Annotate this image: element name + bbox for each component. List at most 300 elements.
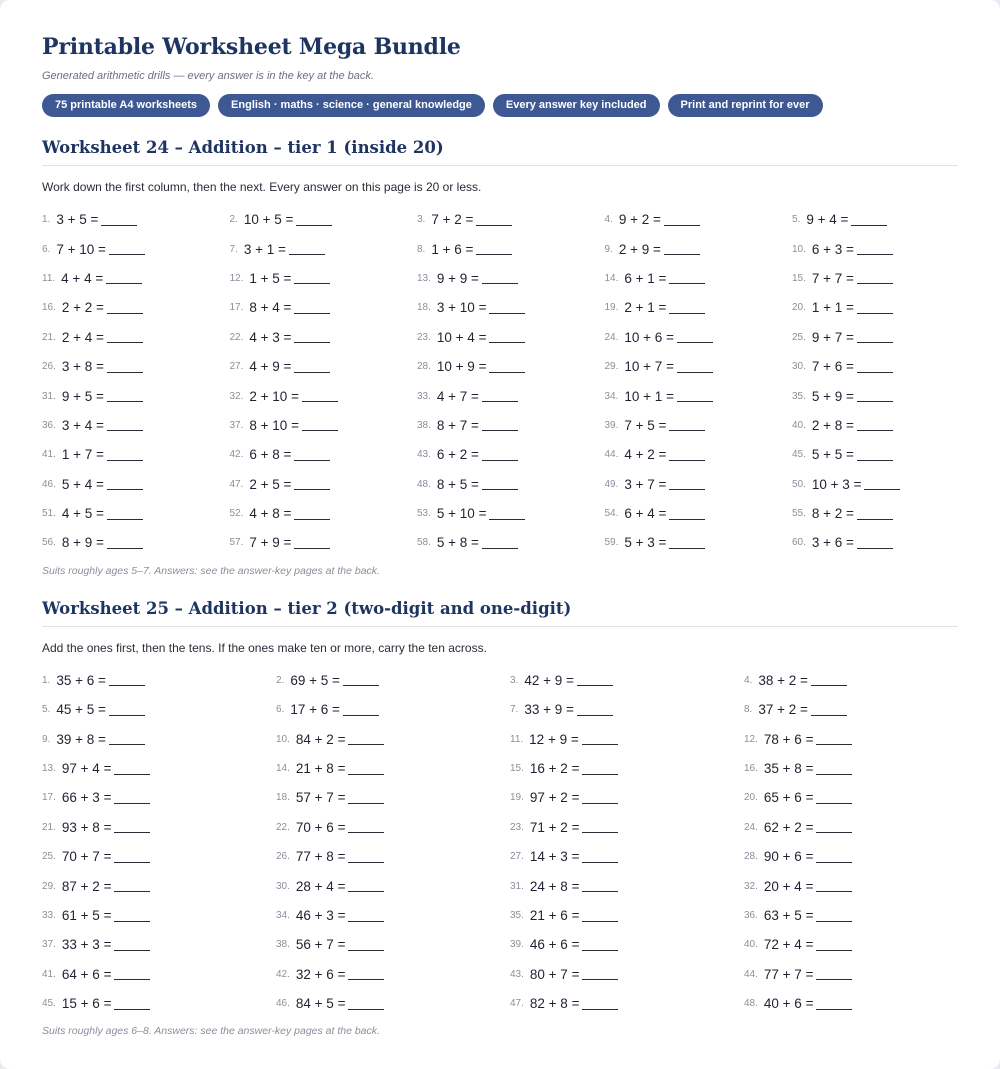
answer-blank <box>677 390 713 402</box>
problem-item <box>417 440 605 469</box>
problem-item <box>744 695 978 724</box>
problem-expression: 9 + 2 = <box>618 212 661 228</box>
problem-number: 41. <box>42 968 56 980</box>
problem-item <box>605 264 793 293</box>
problem-expression: 93 + 8 = <box>61 819 112 835</box>
tag-reprint: Print and reprint for ever <box>668 94 823 117</box>
problem-number: 27. <box>510 851 524 863</box>
problem-item <box>276 666 510 695</box>
answer-blank <box>294 478 330 490</box>
problem-item <box>510 695 744 724</box>
problem-expression: 28 + 4 = <box>295 878 346 894</box>
problem-number: 33. <box>42 910 56 921</box>
answer-blank <box>816 792 852 804</box>
problem-number: 7. <box>229 243 238 255</box>
problem-item <box>510 754 744 783</box>
worksheet-24 <box>42 137 958 578</box>
problem-expression: 7 + 6 = <box>811 359 854 375</box>
page-title: Printable Worksheet Mega Bundle <box>42 34 461 60</box>
problem-item <box>744 783 978 812</box>
problem-item <box>42 989 276 1018</box>
problem-item <box>417 528 605 557</box>
problem-number: 44. <box>744 968 758 980</box>
problem-item <box>792 352 980 381</box>
problem-number: 35. <box>792 390 806 402</box>
problem-item <box>510 989 744 1018</box>
answer-blank <box>857 390 893 402</box>
problem-item <box>792 470 980 499</box>
problem-item <box>417 352 605 381</box>
answer-blank <box>114 968 150 980</box>
problem-item <box>792 499 980 528</box>
problem-expression: 21 + 6 = <box>529 908 580 923</box>
problem-number: 30. <box>276 880 290 892</box>
problem-expression: 10 + 3 = <box>811 476 862 492</box>
problem-number: 26. <box>276 851 290 863</box>
answer-blank <box>114 763 150 775</box>
answer-blank <box>811 674 847 686</box>
worksheet-note: Suits roughly ages 6–8. Answers: see the answer-key pages at the back. <box>42 1025 380 1038</box>
problem-item <box>417 381 605 410</box>
problem-number: 8. <box>417 243 426 255</box>
problem-number: 13. <box>42 763 56 775</box>
problem-number: 55. <box>792 508 806 520</box>
problem-item <box>605 411 793 440</box>
problem-expression: 10 + 4 = <box>436 329 487 345</box>
answer-blank <box>857 302 893 314</box>
problem-item <box>605 293 793 322</box>
problem-number: 15. <box>792 272 806 284</box>
answer-blank <box>296 214 332 226</box>
problem-item <box>276 842 510 871</box>
problem-expression: 9 + 9 = <box>436 270 479 286</box>
answer-blank <box>816 763 852 775</box>
problem-expression: 84 + 5 = <box>295 996 346 1012</box>
answer-blank <box>107 478 143 490</box>
problem-item <box>276 783 510 812</box>
problem-item <box>417 323 605 352</box>
problem-item <box>417 264 605 293</box>
worksheet-25 <box>42 598 958 1039</box>
problem-item <box>276 901 510 930</box>
answer-blank <box>482 537 518 549</box>
answer-blank <box>577 674 613 686</box>
problem-number: 6. <box>276 704 285 716</box>
problem-item <box>42 323 230 352</box>
problem-number: 40. <box>744 939 758 951</box>
problem-item <box>744 901 978 930</box>
answer-blank <box>302 390 338 402</box>
problem-number: 14. <box>276 763 290 775</box>
problem-expression: 46 + 6 = <box>529 937 580 953</box>
problem-item <box>230 234 418 263</box>
problem-number: 58. <box>417 537 431 549</box>
answer-blank <box>816 968 852 980</box>
problem-number: 37. <box>42 939 56 951</box>
problem-expression: 4 + 3 = <box>249 329 292 345</box>
answer-blank <box>669 302 705 314</box>
answer-blank <box>582 851 618 863</box>
problem-item <box>42 440 230 469</box>
answer-blank <box>857 361 893 373</box>
problem-expression: 70 + 7 = <box>61 849 112 865</box>
problem-number: 44. <box>604 449 619 461</box>
problem-expression: 40 + 6 = <box>763 996 814 1012</box>
answer-blank <box>582 821 618 833</box>
problem-item <box>510 901 744 930</box>
answer-blank <box>101 214 137 226</box>
answer-blank <box>107 331 143 343</box>
problem-item <box>417 499 605 528</box>
answer-blank <box>669 537 705 549</box>
answer-blank <box>294 361 330 373</box>
problem-expression: 8 + 5 = <box>436 476 479 492</box>
problem-expression: 70 + 6 = <box>295 819 346 835</box>
problem-item <box>744 724 978 753</box>
problem-number: 24. <box>604 331 619 343</box>
problem-item <box>42 293 230 322</box>
problem-expression: 62 + 2 = <box>763 819 814 835</box>
problem-item <box>510 930 744 959</box>
problem-expression: 9 + 4 = <box>806 212 849 228</box>
problem-number: 25. <box>792 331 806 343</box>
problem-expression: 5 + 10 = <box>436 506 487 522</box>
problem-grid <box>42 666 958 1019</box>
answer-blank <box>816 910 852 922</box>
tag-list <box>42 94 958 117</box>
problem-expression: 71 + 2 = <box>529 819 580 835</box>
problem-expression: 35 + 8 = <box>763 761 814 777</box>
answer-blank <box>348 792 384 804</box>
problem-number: 43. <box>417 449 431 461</box>
problem-expression: 24 + 8 = <box>529 878 580 894</box>
answer-blank <box>348 910 384 922</box>
answer-blank <box>348 880 384 892</box>
problem-number: 19. <box>510 792 524 804</box>
problem-expression: 8 + 2 = <box>811 506 854 522</box>
problem-expression: 20 + 4 = <box>763 878 814 894</box>
answer-blank <box>577 704 613 716</box>
problem-number: 41. <box>42 449 56 461</box>
problem-number: 2. <box>229 214 238 226</box>
answer-blank <box>857 419 893 431</box>
problem-expression: 1 + 5 = <box>249 270 292 286</box>
problem-number: 35. <box>510 910 524 921</box>
problem-number: 6. <box>42 243 51 255</box>
problem-number: 48. <box>417 478 431 490</box>
answer-blank <box>107 390 143 402</box>
answer-blank <box>114 792 150 804</box>
problem-number: 21. <box>42 821 56 833</box>
problem-number: 34. <box>604 390 619 402</box>
page-subtitle: Generated arithmetic drills — every answer is in the key at the back. <box>42 70 374 82</box>
problem-item <box>42 499 230 528</box>
problem-number: 22. <box>229 331 244 343</box>
problem-expression: 9 + 7 = <box>811 329 854 345</box>
problem-number: 29. <box>604 361 619 373</box>
problem-item <box>792 234 980 263</box>
problem-number: 16. <box>42 302 56 314</box>
problem-number: 49. <box>604 478 619 490</box>
answer-blank <box>857 449 893 461</box>
answer-blank <box>107 537 143 549</box>
problem-expression: 6 + 3 = <box>811 241 854 257</box>
problem-item <box>276 724 510 753</box>
problem-expression: 5 + 3 = <box>624 535 667 551</box>
answer-blank <box>816 851 852 863</box>
problem-item <box>510 724 744 753</box>
problem-expression: 4 + 4 = <box>61 270 104 286</box>
answer-blank <box>109 243 145 255</box>
answer-blank <box>582 733 618 745</box>
problem-number: 47. <box>229 478 244 490</box>
answer-blank <box>294 302 330 314</box>
problem-item <box>42 528 230 557</box>
problem-expression: 33 + 3 = <box>61 937 112 953</box>
problem-number: 34. <box>276 910 290 921</box>
problem-item <box>230 264 418 293</box>
problem-expression: 33 + 9 = <box>524 702 574 718</box>
problem-expression: 97 + 2 = <box>529 790 580 806</box>
problem-expression: 45 + 5 = <box>56 702 106 718</box>
answer-blank <box>476 214 512 226</box>
problem-number: 5. <box>792 214 801 226</box>
problem-expression: 10 + 6 = <box>624 329 674 345</box>
answer-blank <box>348 821 384 833</box>
problem-expression: 3 + 4 = <box>61 417 104 433</box>
problem-expression: 77 + 8 = <box>295 849 346 865</box>
answer-blank <box>482 449 518 461</box>
answer-blank <box>816 733 852 745</box>
problem-expression: 4 + 2 = <box>624 447 667 463</box>
answer-blank <box>582 998 618 1010</box>
problem-number: 23. <box>417 331 431 343</box>
problem-number: 23. <box>510 821 524 833</box>
problem-number: 9. <box>42 733 51 745</box>
answer-blank <box>582 939 618 951</box>
answer-blank <box>489 302 525 314</box>
problem-number: 14. <box>604 272 619 284</box>
problem-number: 16. <box>744 763 758 775</box>
problem-expression: 3 + 10 = <box>436 300 487 316</box>
problem-item <box>605 528 793 557</box>
answer-blank <box>816 880 852 892</box>
worksheet-heading: Worksheet 24 – Addition – tier 1 (inside 20) <box>42 137 958 166</box>
problem-expression: 5 + 5 = <box>811 447 854 463</box>
problem-number: 19. <box>604 302 619 314</box>
problem-number: 1. <box>42 214 51 226</box>
answer-blank <box>669 478 705 490</box>
answer-blank <box>857 331 893 343</box>
problem-item <box>276 930 510 959</box>
answer-blank <box>482 272 518 284</box>
problem-expression: 63 + 5 = <box>763 908 814 923</box>
problem-expression: 5 + 4 = <box>61 476 104 492</box>
problem-item <box>42 470 230 499</box>
answer-blank <box>294 537 330 549</box>
problem-item <box>230 293 418 322</box>
problem-expression: 4 + 5 = <box>61 506 104 522</box>
problem-item <box>230 352 418 381</box>
problem-expression: 14 + 3 = <box>529 849 580 865</box>
problem-number: 2. <box>276 674 285 686</box>
answer-blank <box>294 449 330 461</box>
problem-item <box>605 499 793 528</box>
problem-item <box>605 381 793 410</box>
problem-number: 10. <box>276 733 290 745</box>
problem-number: 11. <box>42 272 56 284</box>
problem-item <box>792 323 980 352</box>
answer-blank <box>348 998 384 1010</box>
problem-number: 20. <box>792 302 806 314</box>
problem-item <box>42 871 276 900</box>
problem-number: 46. <box>42 478 56 490</box>
problem-item <box>510 842 744 871</box>
problem-expression: 21 + 8 = <box>295 761 346 777</box>
problem-item <box>230 470 418 499</box>
problem-expression: 56 + 7 = <box>295 937 346 953</box>
problem-number: 28. <box>744 851 758 863</box>
problem-item <box>42 381 230 410</box>
problem-expression: 17 + 6 = <box>290 702 340 718</box>
answer-blank <box>582 968 618 980</box>
answer-blank <box>107 361 143 373</box>
problem-item <box>276 813 510 842</box>
problem-expression: 38 + 2 = <box>758 672 808 688</box>
worksheet-heading: Worksheet 25 – Addition – tier 2 (two-digit and one-digit) <box>42 598 958 627</box>
problem-number: 57. <box>229 537 244 549</box>
problem-item <box>276 960 510 989</box>
problem-item <box>230 440 418 469</box>
worksheet-instructions: Work down the first column, then the next. Every answer on this page is 20 or less. <box>42 180 482 194</box>
problem-item <box>510 666 744 695</box>
problem-expression: 3 + 6 = <box>811 535 854 551</box>
answer-blank <box>482 390 518 402</box>
problem-item <box>744 842 978 871</box>
answer-blank <box>106 272 142 284</box>
problem-item <box>744 930 978 959</box>
problem-number: 56. <box>42 537 56 549</box>
problem-item <box>510 871 744 900</box>
problem-number: 5. <box>42 704 51 716</box>
problem-item <box>744 960 978 989</box>
answer-blank <box>343 674 379 686</box>
problem-expression: 16 + 2 = <box>529 761 580 777</box>
problem-item <box>744 813 978 842</box>
problem-item <box>42 783 276 812</box>
problem-expression: 6 + 2 = <box>436 447 479 463</box>
problem-expression: 5 + 9 = <box>811 388 854 404</box>
problem-number: 7. <box>510 704 519 716</box>
problem-item <box>230 528 418 557</box>
problem-item <box>744 989 978 1018</box>
problem-expression: 10 + 5 = <box>243 212 294 228</box>
problem-number: 12. <box>229 272 244 284</box>
problem-expression: 2 + 1 = <box>624 300 667 316</box>
problem-item <box>42 411 230 440</box>
worksheet-instructions: Add the ones first, then the tens. If the ones make ten or more, carry the ten across. <box>42 640 487 655</box>
problem-number: 42. <box>229 449 244 461</box>
problem-expression: 2 + 5 = <box>249 476 292 492</box>
answer-blank <box>669 449 705 461</box>
problem-number: 11. <box>510 733 524 745</box>
problem-expression: 80 + 7 = <box>529 966 580 982</box>
problem-number: 38. <box>417 419 431 431</box>
problem-item <box>744 666 978 695</box>
problem-item <box>42 724 276 753</box>
answer-blank <box>664 214 700 226</box>
answer-blank <box>857 508 893 520</box>
answer-blank <box>348 763 384 775</box>
problem-number: 45. <box>792 449 806 461</box>
problem-expression: 2 + 2 = <box>61 300 104 316</box>
problem-expression: 87 + 2 = <box>61 878 112 894</box>
problem-expression: 1 + 7 = <box>61 447 104 463</box>
answer-blank <box>109 674 145 686</box>
problem-number: 3. <box>417 214 426 226</box>
problem-expression: 82 + 8 = <box>529 996 580 1012</box>
problem-item <box>744 754 978 783</box>
answer-blank <box>816 821 852 833</box>
problem-item <box>42 842 276 871</box>
problem-item <box>230 323 418 352</box>
problem-number: 22. <box>276 821 290 833</box>
answer-blank <box>114 998 150 1010</box>
problem-number: 36. <box>42 419 56 431</box>
problem-item <box>744 871 978 900</box>
problem-expression: 42 + 9 = <box>524 672 574 688</box>
problem-item <box>42 930 276 959</box>
problem-expression: 2 + 8 = <box>811 417 854 433</box>
problem-item <box>510 813 744 842</box>
problem-number: 18. <box>276 792 290 804</box>
problem-item <box>230 205 418 234</box>
problem-grid <box>42 205 958 558</box>
problem-number: 52. <box>229 508 244 520</box>
answer-blank <box>476 243 512 255</box>
problem-expression: 10 + 9 = <box>436 359 487 375</box>
problem-item <box>792 293 980 322</box>
problem-expression: 4 + 7 = <box>436 388 479 404</box>
problem-expression: 4 + 8 = <box>249 506 292 522</box>
problem-expression: 4 + 9 = <box>249 359 292 375</box>
problem-item <box>510 960 744 989</box>
answer-blank <box>582 763 618 775</box>
problem-expression: 8 + 10 = <box>249 417 299 433</box>
problem-expression: 7 + 2 = <box>431 212 474 228</box>
answer-blank <box>482 419 518 431</box>
problem-number: 26. <box>42 361 56 373</box>
problem-expression: 7 + 5 = <box>624 417 667 433</box>
problem-expression: 72 + 4 = <box>763 937 814 953</box>
problem-expression: 5 + 8 = <box>436 535 479 551</box>
problem-expression: 8 + 7 = <box>436 417 479 433</box>
answer-blank <box>114 821 150 833</box>
answer-blank <box>857 537 893 549</box>
problem-expression: 3 + 1 = <box>243 241 286 257</box>
problem-expression: 2 + 10 = <box>249 388 299 404</box>
answer-blank <box>107 419 143 431</box>
answer-blank <box>489 331 525 343</box>
answer-blank <box>851 214 887 226</box>
problem-expression: 35 + 6 = <box>56 672 106 688</box>
answer-blank <box>343 704 379 716</box>
problem-item <box>792 528 980 557</box>
problem-number: 13. <box>417 272 431 284</box>
tag-worksheet-count: 75 printable A4 worksheets <box>42 94 210 117</box>
problem-item <box>792 205 980 234</box>
problem-expression: 84 + 2 = <box>295 731 346 747</box>
